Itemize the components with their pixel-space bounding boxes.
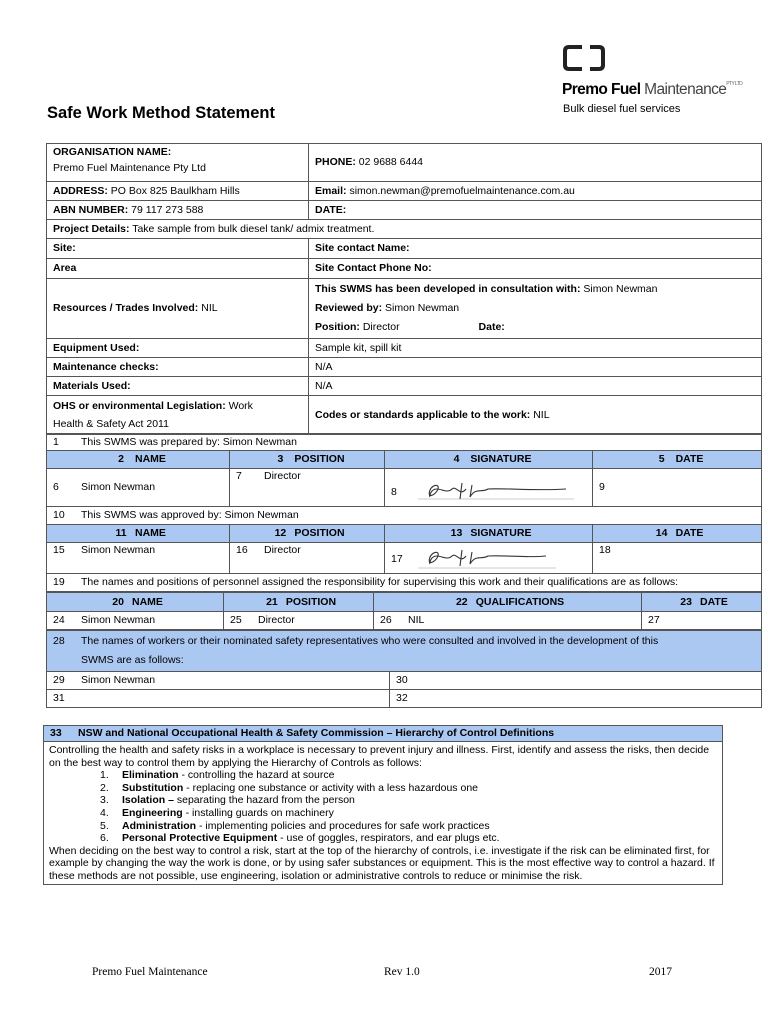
logo-tagline: Bulk diesel fuel services <box>563 103 681 115</box>
list-item: 5. Administration - implementing policies and procedures for safe work practices <box>100 819 490 832</box>
consultation-cell: This SWMS has been developed in consultation with: Simon Newman Reviewed by: Simon Newman Position: Director Date: <box>309 279 762 339</box>
list-item: 1. Elimination - controlling the hazard at source <box>100 769 335 782</box>
footer-company: Premo Fuel Maintenance <box>92 966 208 978</box>
hierarchy-heading: 33 NSW and National Occupational Health & Safety Commission – Hierarchy of Control Definitions <box>44 726 722 742</box>
approved-position-cell: 16 Director <box>230 543 385 574</box>
materials-value: N/A <box>309 377 762 396</box>
codes-standards-cell: Codes or standards applicable to the work: NIL <box>309 396 762 435</box>
supervisor-date-cell: 27 <box>642 612 762 630</box>
prepared-name-cell: 6 Simon Newman <box>47 469 230 507</box>
approved-header-signature: 13 SIGNATURE <box>385 525 593 543</box>
approved-signature-cell: 17 <box>385 543 593 574</box>
resources-cell: Resources / Trades Involved: NIL <box>47 279 309 339</box>
email-cell: Email: simon.newman@premofuelmaintenance.com.au <box>309 182 762 201</box>
project-details-cell: Project Details: Take sample from bulk diesel tank/ admix treatment. <box>47 220 762 239</box>
details-table <box>46 143 762 435</box>
supervisor-qualifications-cell: 26 NIL <box>374 612 642 630</box>
maintenance-cell: Maintenance checks: <box>47 358 309 377</box>
workers-table <box>46 630 762 708</box>
signature-image <box>416 479 576 505</box>
phone-cell: PHONE: 02 9688 6444 <box>309 144 762 182</box>
supervisor-header-qualifications: 22 QUALIFICATIONS <box>374 593 642 612</box>
hierarchy-body <box>44 742 722 884</box>
approved-name-cell: 15 Simon Newman <box>47 543 230 574</box>
prepared-by-row: 1 This SWMS was prepared by: Simon Newman <box>47 434 762 451</box>
site-phone-cell: Site Contact Phone No: <box>309 259 762 279</box>
logo-mark-icon <box>562 44 610 78</box>
approved-date-cell: 18 <box>593 543 762 574</box>
logo-brand-name: Premo Fuel Maintenance$^{PTY LTD}$ <box>562 81 743 98</box>
maintenance-value: N/A <box>309 358 762 377</box>
list-item: 6. Personal Protective Equipment - use of goggles, respirators, and ear plugs etc. <box>100 832 500 845</box>
site-cell: Site: <box>47 239 309 259</box>
prepared-header-signature: 4 SIGNATURE <box>385 451 593 469</box>
supervisor-name-cell: 24 Simon Newman <box>47 612 224 630</box>
list-item: 3. Isolation – separating the hazard from the person <box>100 794 355 807</box>
site-contact-cell: Site contact Name: <box>309 239 762 259</box>
equipment-cell: Equipment Used: <box>47 339 309 358</box>
abn-cell: ABN NUMBER: 79 117 273 588 <box>47 201 309 220</box>
workers-consulted-row: 28 The names of workers or their nominated safety representatives who were consulted and involved in the development of this SWMS are as follows: <box>47 631 762 672</box>
supervisor-position-cell: 25 Director <box>224 612 374 630</box>
worker-cell-32: 32 <box>390 690 762 708</box>
list-item: 4. Engineering - installing guards on machinery <box>100 806 334 819</box>
prepared-header-position: 3 POSITION <box>230 451 385 469</box>
document-title: Safe Work Method Statement <box>47 104 275 122</box>
approved-header-name: 11 NAME <box>47 525 230 543</box>
list-item: 2. Substitution - replacing one substance or activity with a less hazardous one <box>100 781 478 794</box>
company-logo <box>562 44 748 122</box>
prepared-position-cell: 7 Director <box>230 469 385 507</box>
hierarchy-list <box>49 769 717 845</box>
prepared-signature-cell: 8 <box>385 469 593 507</box>
supervisor-header-position: 21 POSITION <box>224 593 374 612</box>
hierarchy-closing: When deciding on the best way to control a risk, start at the top of the hierarchy of controls, i.e. investigate if the risk can be eliminated first, for example by changing the way the work is done, or by using safer substances or equipment. This is the most effective way to control a hazard. If these methods are not possible, use engineering, isolation or administrative controls to reduce or minimise the risk. <box>49 844 715 882</box>
prepared-date-cell: 9 <box>593 469 762 507</box>
supervisors-table <box>46 592 762 630</box>
approved-header-position: 12 POSITION <box>230 525 385 543</box>
footer-year: 2017 <box>649 966 672 978</box>
worker-name-cell: 29 Simon Newman <box>47 672 390 690</box>
org-name-cell: ORGANISATION NAME: Premo Fuel Maintenance Pty Ltd <box>47 144 309 182</box>
equipment-value: Sample kit, spill kit <box>309 339 762 358</box>
supervisor-header-name: 20 NAME <box>47 593 224 612</box>
prepared-header-name: 2 NAME <box>47 451 230 469</box>
date-cell: DATE: <box>309 201 762 220</box>
hierarchy-intro: Controlling the health and safety risks in a workplace is necessary to prevent injury and illness. First, identify and assess the risks, then decide on the best way to control them by applying the Hierarchy of Controls as follows: <box>49 744 710 769</box>
hierarchy-of-controls-box <box>43 725 723 885</box>
footer-revision: Rev 1.0 <box>384 966 420 978</box>
worker-cell-31: 31 <box>47 690 390 708</box>
ohs-legislation-cell: OHS or environmental Legislation: Work Health & Safety Act 2011 <box>47 396 309 435</box>
prepared-header-date: 5 DATE <box>593 451 762 469</box>
worker-cell-30: 30 <box>390 672 762 690</box>
approved-by-row: 10 This SWMS was approved by: Simon Newman <box>47 507 762 525</box>
area-cell: Area <box>47 259 309 279</box>
supervisor-header-date: 23 DATE <box>642 593 762 612</box>
materials-cell: Materials Used: <box>47 377 309 396</box>
address-cell: ADDRESS: PO Box 825 Baulkham Hills <box>47 182 309 201</box>
approved-header-date: 14 DATE <box>593 525 762 543</box>
signature-image <box>416 546 576 572</box>
prepared-table <box>46 433 762 592</box>
supervisors-row: 19 The names and positions of personnel assigned the responsibility for supervising this work and their qualifications are as follows: <box>47 574 762 592</box>
